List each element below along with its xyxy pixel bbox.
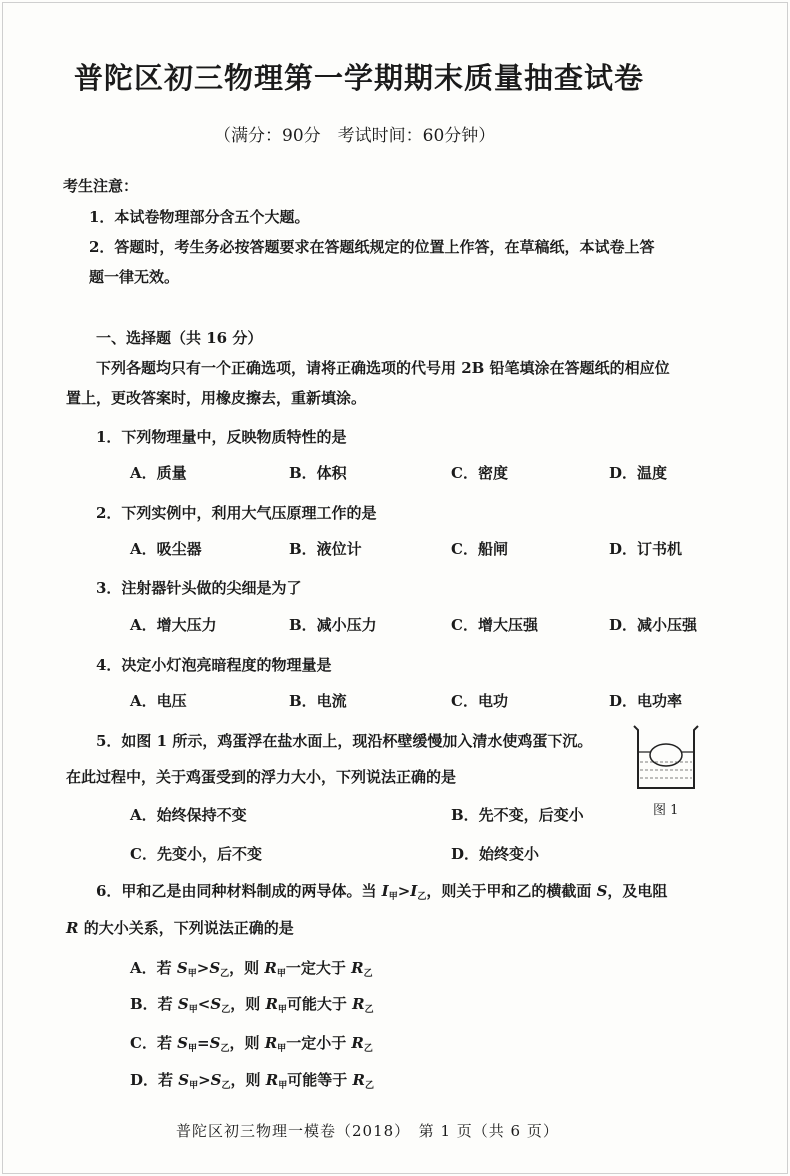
q6-stem-line2: R 的大小关系，下列说法正确的是 <box>66 919 294 937</box>
q4-option-d: D．电功率 <box>609 692 683 710</box>
section-instruction-line1: 下列各题均只有一个正确选项，请将正确选项的代号用 2B 铅笔填涂在答题纸的相应位 <box>96 359 670 377</box>
q1-stem: 1．下列物理量中，反映物质特性的是 <box>96 428 347 446</box>
page-footer: 普陀区初三物理一模卷（2018） 第 1 页（共 6 页） <box>176 1122 559 1140</box>
notice-item-2-line2: 题一律无效。 <box>89 268 180 286</box>
notice-heading: 考生注意： <box>63 177 139 195</box>
figure-1-beaker-with-egg <box>628 722 708 794</box>
q2-stem: 2．下列实例中，利用大气压原理工作的是 <box>96 504 377 522</box>
q6-option-b: B．若 $S_甲<S_乙$，则 $R_甲$可能大于 $R_乙$ <box>130 995 374 1015</box>
q1-option-b: B．体积 <box>289 464 347 482</box>
q5-stem-line1: 5．如图 1 所示，鸡蛋浮在盐水面上，现沿杯壁缓慢加入清水使鸡蛋下沉。 <box>96 732 593 750</box>
section-instruction-line2: 置上，更改答案时，用橡皮擦去，重新填涂。 <box>66 389 367 407</box>
q1-option-c: C．密度 <box>451 464 508 482</box>
exam-title: 普陀区初三物理第一学期期末质量抽查试卷 <box>74 61 645 95</box>
q4-stem: 4．决定小灯泡亮暗程度的物理量是 <box>96 656 332 674</box>
q4-option-c: C．电功 <box>451 692 508 710</box>
q3-stem: 3．注射器针头做的尖细是为了 <box>96 579 302 597</box>
q5-option-d: D．始终变小 <box>451 845 540 863</box>
q2-option-c: C．船闸 <box>451 540 508 558</box>
q4-option-b: B．电流 <box>289 692 347 710</box>
q6-option-c: C．若 $S_甲=S_乙$，则 $R_甲$一定小于 $R_乙$ <box>130 1034 373 1054</box>
q5-option-b: B．先不变，后变小 <box>451 806 584 824</box>
figure-1-caption: 图 1 <box>653 803 679 818</box>
q6-option-d: D．若 $S_甲>S_乙$，则 $R_甲$可能等于 $R_乙$ <box>130 1071 374 1091</box>
q5-option-a: A．始终保持不变 <box>130 806 247 824</box>
notice-item-2-line1: 2．答题时，考生务必按答题要求在答题纸规定的位置上作答，在草稿纸，本试卷上答 <box>89 238 655 256</box>
q3-option-d: D．减小压强 <box>609 616 698 634</box>
q3-option-c: C．增大压强 <box>451 616 538 634</box>
q2-option-a: A．吸尘器 <box>130 540 202 558</box>
q1-option-d: D．温度 <box>609 464 668 482</box>
section-heading: 一、选择题（共 16 分） <box>96 329 263 347</box>
exam-subtitle: （满分：90分 考试时间：60分钟） <box>214 126 496 146</box>
q1-option-a: A．质量 <box>130 464 187 482</box>
q3-option-b: B．减小压力 <box>289 616 377 634</box>
q2-option-d: D．订书机 <box>609 540 683 558</box>
q5-option-c: C．先变小，后不变 <box>130 845 262 863</box>
q4-option-a: A．电压 <box>130 692 187 710</box>
notice-item-1: 1．本试卷物理部分含五个大题。 <box>89 208 310 226</box>
q3-option-a: A．增大压力 <box>130 616 217 634</box>
q5-stem-line2: 在此过程中，关于鸡蛋受到的浮力大小，下列说法正确的是 <box>66 768 457 786</box>
q6-stem-line1: 6．甲和乙是由同种材料制成的两导体。当 $I_甲>I_乙$，则关于甲和乙的横截面 S，及电阻 <box>96 882 668 902</box>
q6-option-a: A．若 $S_甲>S_乙$，则 $R_甲$一定大于 $R_乙$ <box>130 959 373 979</box>
q2-option-b: B．液位计 <box>289 540 362 558</box>
